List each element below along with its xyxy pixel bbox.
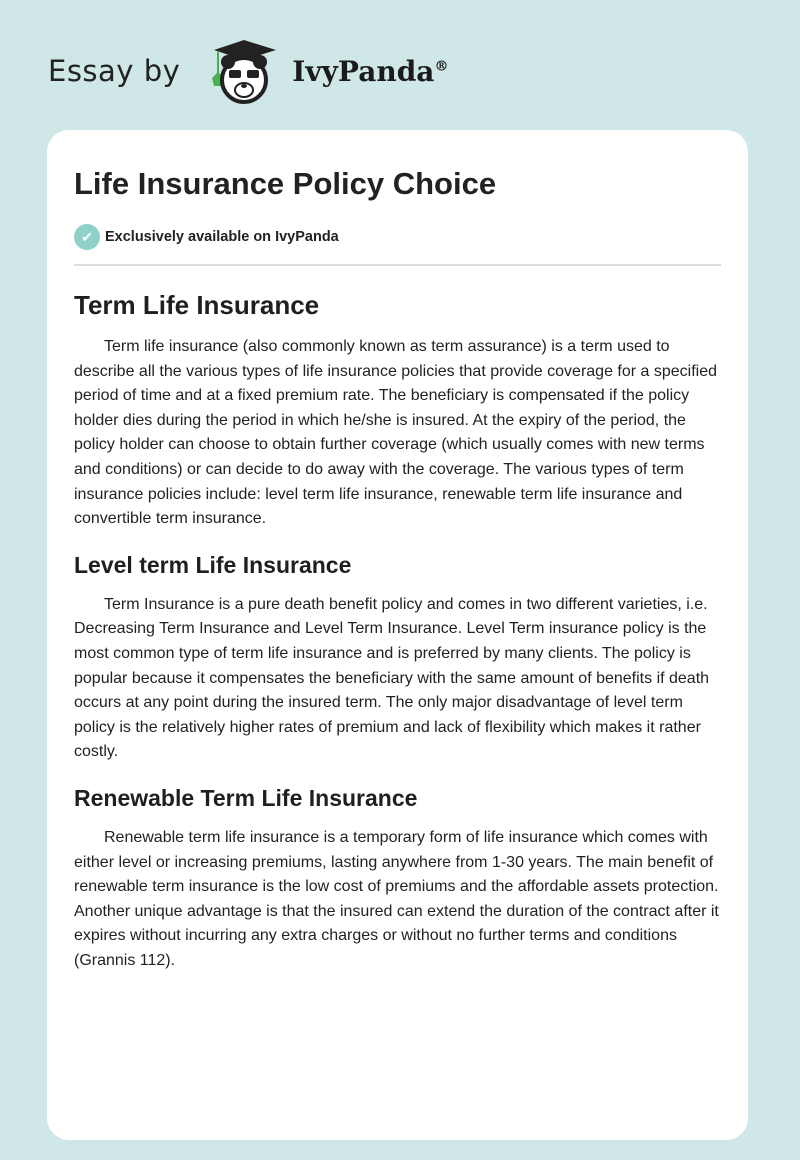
section-heading: Term Life Insurance — [74, 290, 320, 320]
section-paragraph: Renewable term life insurance is a temporary form of life insurance which comes with either level or increasing premiums, lasting anywhere from 1-30 years. The main benefit of renewable term insurance is the low cost of premiums and the affordable assets protection. Another unique advantage is that the insured can extend the duration of the contract after it expires without incurring any extra charges or without no further terms and conditions (Grannis 112). — [74, 828, 719, 969]
section-paragraph: Term Insurance is a pure death benefit policy and comes in two different varieties, i.e. Decreasing Term Insurance and Level Term Insurance. Level Term insurance policy is the most common type of term life insurance and is preferred by many clients. The policy is popular because it compensates the beneficiary with the same amount of benefits if death occurs at any point during the insured term. The only major disadvantage of level term policy is the relatively higher rates of premium and lack of flexibility which makes it rather costly. — [74, 595, 710, 761]
divider — [74, 264, 721, 266]
essay-by-label: Essay by — [48, 54, 181, 88]
brand-header — [48, 36, 448, 106]
page-title: Life Insurance Policy Choice — [74, 166, 497, 201]
section-paragraph: Term life insurance (also commonly known as term assurance) is a term used to describe all the various types of life insurance policies that provide coverage for a specified period of time and at a fixed premium rate. The beneficiary is compensated if the policy holder dies during the period in which he/she is insured. At the expiry of the period, the policy holder can choose to obtain further coverage (which usually comes with new terms and conditions) or can decide to do away with the coverage. The various types of term insurance policies include: level term life insurance, renewable term life insurance and convertible term insurance. — [74, 338, 718, 528]
article-card — [47, 130, 748, 1140]
brand-name: IvyPanda® — [292, 54, 449, 88]
panda-logo-icon — [200, 36, 288, 106]
exclusive-badge — [74, 224, 721, 250]
check-icon: ✔ — [74, 224, 100, 250]
section-heading: Renewable Term Life Insurance — [74, 784, 418, 811]
section-heading: Level term Life Insurance — [74, 551, 352, 578]
badge-label: Exclusively available on IvyPanda — [105, 229, 339, 245]
